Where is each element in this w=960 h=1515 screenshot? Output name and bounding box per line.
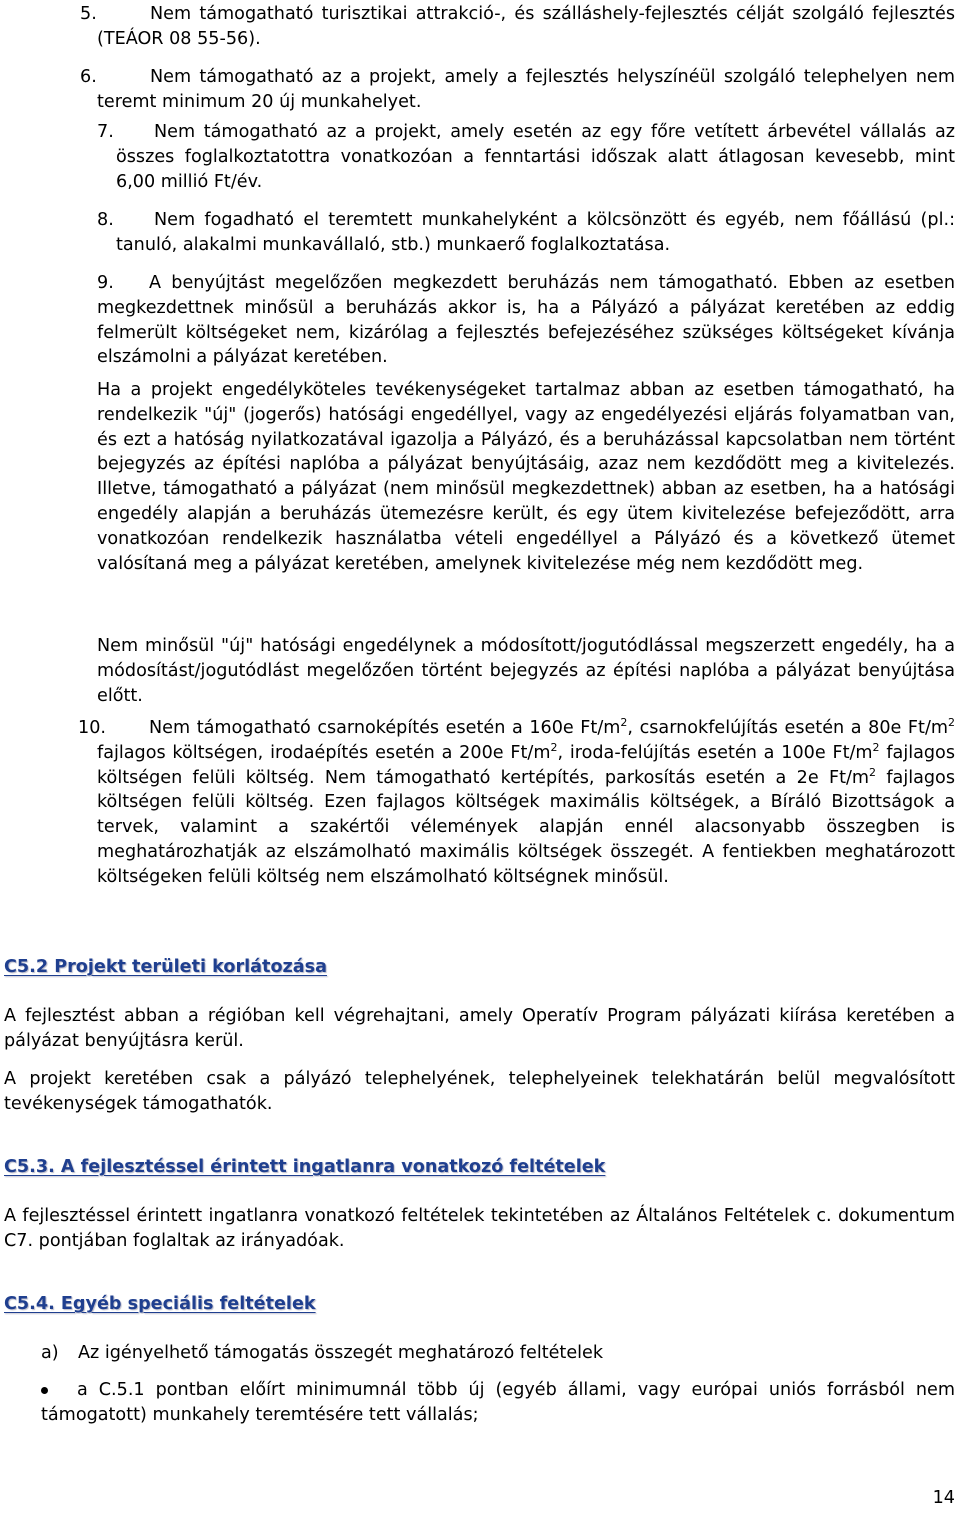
list-item-7: Nem támogatható az a projekt, amely esetén az egy főre vetített árbevétel vállalás az összes foglalkoztatottra vonatkozóan a fenntartási időszak alatt átlagosan kevesebb, mint 6,00 millió Ft/év. [116,122,955,192]
list-item-6: Nem támogatható az a projekt, amely a fejlesztés helyszínéül szolgáló telephelyen nem teremt minimum 20 új munkahelyet. [97,67,955,112]
list-number: 6. [80,67,97,87]
list-number: 8. [97,210,114,230]
list-number: 9. [97,273,114,293]
list-item-10: Nem támogatható csarnoképítés esetén a 160e $Ft/m^2$, csarnokfelújítás esetén a 80e $Ft/m^2$ fajlagos költségen, irodaépítés esetén a 200e $Ft/m^2$, iroda-felújítás esetén a 100e $Ft/m^2$ fajlagos költségen felüli költség. Nem támogatható kertépítés, parkosítás esetén a 2e $Ft/m^2$ fajlagos költségen felüli költség. Ezen fajlagos költségek maximális költségek, a Bíráló Bizottságok a tervek, valamint a szakértői vélemények alapján ennél alacsonyabb összegben is meghatározhatják az elszámolható maximális költségek összegét. A fentiekben meghatározott költségeken felüli költség nem elszámolható költségnek minősül. [97,716,956,887]
list-item-5: Nem támogatható turisztikai attrakció-, és szálláshely-fejlesztés célját szolgáló fejlesztés (TEÁOR 08 55-56). [97,4,955,49]
section-heading-c54: C5.4. Egyéb speciális feltételek [4,1294,316,1314]
letter-item-label: a) [41,1343,59,1363]
list-item-9: A benyújtást megelőzően megkezdett beruházás nem támogatható. Ebben az esetben megkezdettnek minősül a beruházás akkor is, ha a Pályázó a pályázat keretében az eddig felmerült költségeket nem, kizárólag a fejlesztés befejezéséhez szükséges költségeket kívánja elszámolni a pályázat keretében. [97,273,955,368]
list-number: 5. [80,4,97,24]
bullet-item: a C.5.1 pontban előírt minimumnál több új (egyéb állami, vagy európai uniós forrásból nem támogatott) munkahely teremtésére tett vállalás; [41,1380,955,1425]
c52-paragraph-2: A projekt keretében csak a pályázó telephelyének, telephelyeinek telekhatárán belül megvalósított tevékenységek támogathatók. [4,1069,955,1114]
section-heading-c53: C5.3. A fejlesztéssel érintett ingatlanra vonatkozó feltételek [4,1157,606,1177]
c53-paragraph: A fejlesztéssel érintett ingatlanra vonatkozó feltételek tekintetében az Általános Feltételek c. dokumentum C7. pontjában foglaltak az irányadóak. [4,1206,955,1251]
list-number: 10. [78,718,106,738]
page-number: 14 [932,1488,955,1508]
c52-paragraph-1: A fejlesztést abban a régióban kell végrehajtani, amely Operatív Program pályázati kiírása keretében a pályázat benyújtásra kerül. [4,1006,955,1051]
list-item-8: Nem fogadható el teremtett munkahelyként a kölcsönzött és egyéb, nem főállású (pl.: tanuló, alakalmi munkavállaló, stb.) munkaerő foglalkoztatása. [116,210,955,255]
section-heading-c52: C5.2 Projekt területi korlátozása [4,957,327,977]
item9-paragraph-2: Nem minősül "új" hatósági engedélynek a módosított/jogutódlással megszerzett engedély, ha a módosítást/jogutódlást megelőzően történt bejegyzés az építési naplóba a pályázat benyújtása előtt. [97,636,955,706]
item9-paragraph-1: Ha a projekt engedélyköteles tevékenységeket tartalmaz abban az esetben támogatható, ha rendelkezik "új" (jogerős) hatósági engedéllyel, vagy az engedélyezési eljárás folyamatban van, és ezt a hatóság nyilatkozatával igazolja a Pályázó, és a beruházással kapcsolatban nem történt bejegyzés az építési naplóba a pályázat benyújtásáig, azaz nem kezdődött meg a kivitelezés. Illetve, támogatható a pályázat (nem minősül megkezdettnek) abban az esetben, ha a hatósági engedély alapján a beruházás ütemezésre került, és egy ütem kivitelezése befejeződött, arra vonatkozóan rendelkezik használatba vételi engedéllyel a Pályázó és a következő ütemet valósítaná meg a pályázat keretében, amelynek kivitelezése még nem kezdődött meg. [97,380,955,574]
letter-item-text: Az igényelhető támogatás összegét meghatározó feltételek [78,1343,604,1363]
list-number: 7. [97,122,114,142]
